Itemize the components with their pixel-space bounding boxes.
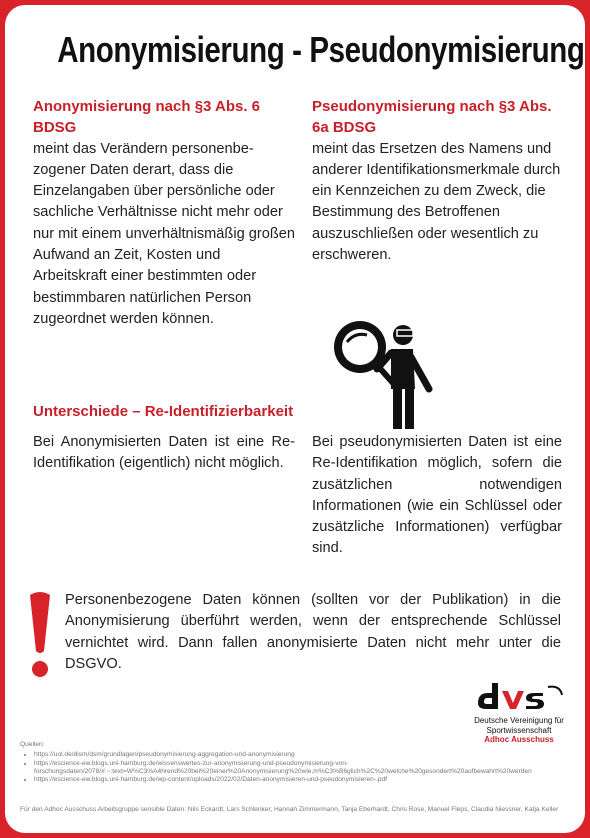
differences-heading: Unterschiede – Re-Identifizierbarkeit <box>33 403 294 420</box>
exclamation-icon <box>25 591 55 681</box>
poster-card <box>5 5 585 833</box>
differences-left-text: Bei Anonymisierten Daten ist eine Re-Identifikation (eigentlich) nicht möglich. <box>33 434 295 472</box>
dvs-logo-mark <box>474 681 564 711</box>
dvs-logo-subtitle: Adhoc Ausschuss <box>484 735 554 744</box>
source-link[interactable]: • https://escience-ew.blogs.uni-hamburg.de/wp-content/uploads/2022/02/Daten-anonymisieren-und-pseudonymisieren-.pdf <box>34 776 575 784</box>
anonymisierung-text: meint das Verändern personenbe-zogener Daten derart, dass die Einzelangaben über persönliche oder sachliche Verhältnisse nicht mehr oder nur mit einem unverhältnismäßig großen Aufwand an Zeit, Kosten und Arbeitskraft einer bestimmten oder bestimmbaren natürlichen Person zugeordnet werden können. <box>33 140 295 327</box>
page-title: Anonymisierung - Pseudonymisierung <box>57 29 585 70</box>
dvs-logo <box>460 681 578 745</box>
differences-heading-wrap <box>33 401 333 422</box>
sources-block <box>20 741 575 784</box>
differences-right-text: Bei pseudonymisierten Daten ist eine Re-Identifikation möglich, sofern die zusätzlichen notwendigen Informationen (wie ein Schlüssel oder zusätzliche Informationen) verfügbar sind. <box>312 434 562 557</box>
magnifier-person-icon <box>325 317 445 437</box>
dvs-logo-text: Deutsche Vereinigung für Sportwissenschaft <box>474 716 564 735</box>
sources-label: Quellen: <box>20 741 45 748</box>
anonymisierung-section <box>33 96 295 330</box>
sources-list <box>20 751 575 784</box>
credits: Für den Adhoc Ausschuss Arbeitsgruppe sensible Daten: Nils Eckardt, Lars Schlenker, Hannah Zimmermann, Tanja Eberhardt, Chris Rose, Manuel Fleps, Claudia Niessner, Katja Keller <box>20 806 559 813</box>
pseudonymisierung-heading: Pseudonymisierung nach §3 Abs. 6a BDSG <box>312 98 552 137</box>
anonymisierung-heading: Anonymisierung nach §3 Abs. 6 BDSG <box>33 98 260 137</box>
dsgvo-note: Personenbezogene Daten können (sollten vor der Publikation) in die Anonymisierung überführt werden, wenn der entsprechende Schlüssel vernichtet wird. Dann fallen anonymisierte Daten nicht mehr unter die DSGVO. <box>65 592 561 672</box>
source-link[interactable]: • https://uol.de/dism/dsm/grundlagen/pseudonymisierung-aggregation-und-anonymisierung <box>34 751 575 759</box>
source-link[interactable]: • https://escience-ew.blogs.uni-hamburg.de/wissenswertes-zur-anonymisierung-und-pseudonymisierung-von-forschungsdaten/2078/#:~:text=W%C3%A4hrend%20bei%20einer%20Anonymisierung%20wie,m%C3%B6glich%2C%20welche%20gesondert%20aufbewahrt%20werden <box>34 760 575 777</box>
pseudonymisierung-text: meint das Ersetzen des Namens und anderer Identifikationsmerkmale durch ein Kennzeichen zu dem Zweck, die Bestimmung des Betroffenen auszuschließen oder wesentlich zu erschweren. <box>312 140 561 264</box>
pseudonymisierung-section <box>312 96 562 266</box>
